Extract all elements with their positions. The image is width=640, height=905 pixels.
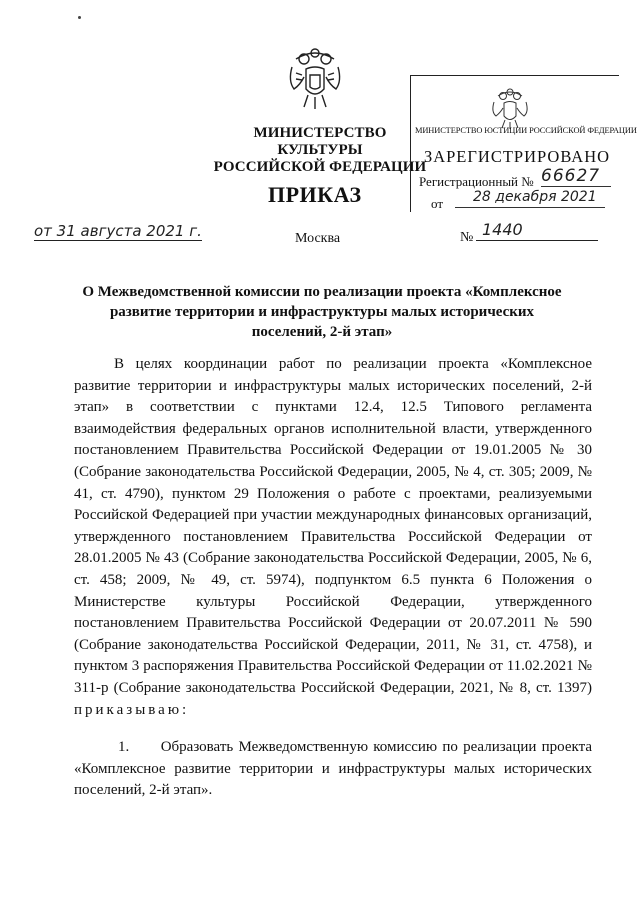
decree-word: приказываю: [74,701,190,718]
stamp-reg-number: 66627 [541,166,611,187]
preamble-text: В целях координации работ по реализации проекта «Комплексное развитие территории и инфраструктуры малых исторических поселений, 2-й этап» в соответствии с пунктами 12.4, 12.5 Типового регламента взаимодействия федеральных органов исполнительной власти, утвержденного постановлением Правительства Российской Федерации от 19.01.2005 № 30 (Собрание законодательства Российской Федерации, 2005, № 4, ст. 305; 2009, № 41, ст. 4790), пунктом 29 Положения о работе с проектами, реализуемыми Российской Федерацией при участии международных финансовых организаций, утвержденного постановлением Правительства Российской Федерации от 28.01.2005 № 43 (Собрание законодательства Российской Федерации, 2005, № 6, ст. 458; 2009, № 49, ст. 5974), подпунктом 6.5 пункта 6 Положения о Министерстве культуры Российской Федерации, утвержденного постановлением Правительства Российской Федерации от 20.07.2011 № 590 (Собрание законодательства Российской Федерации, 2011, № 31, ст. 4758), и пунктом 3 распоряжения Правительства Российской Федерации от 11.02.2021 № 311-р (Собрание законодательства Российской Федерации, 2021, № 8, ст. 1397) [74,356,592,696]
stamp-date [455,189,605,208]
registration-stamp [410,75,637,212]
order-item-number: 1. [118,739,130,755]
order-city: Москва [295,231,341,246]
order-number-label: № [460,230,474,245]
order-item [74,737,592,802]
coat-of-arms-icon [490,86,530,130]
stamp-date-value: 28 декабря 2021 [473,189,597,205]
order-item-text: Образовать Межведомственную комиссию по реализации проекта «Комплексное развитие территории и инфраструктуры малых исторических поселений, 2-й этап». [74,739,592,799]
stamp-reg-label: Регистрационный № [419,174,534,189]
ministry-name [210,125,430,176]
coat-of-arms-icon [286,45,344,111]
order-subject: О Межведомственной комиссии по реализации проекта «Комплексное развитие территории и инфраструктуры малых исторических поселений, 2-й этап» [82,284,562,340]
order-date: от 31 августа 2021 г. [34,222,202,240]
document-title: ПРИКАЗ [268,182,362,207]
ministry-line-2: РОССИЙСКОЙ ФЕДЕРАЦИИ [213,159,427,175]
stamp-date-prefix: от [431,196,444,211]
scan-speck [78,16,81,19]
stamp-status: ЗАРЕГИСТРИРОВАНО [423,147,611,166]
ministry-line-1: МИНИСТЕРСТВО КУЛЬТУРЫ [253,125,387,158]
stamp-department: МИНИСТЕРСТВО ЮСТИЦИИ РОССИЙСКОЙ ФЕДЕРАЦИИ [415,126,637,135]
preamble-paragraph [74,354,592,721]
order-number: 1440 [476,220,598,241]
